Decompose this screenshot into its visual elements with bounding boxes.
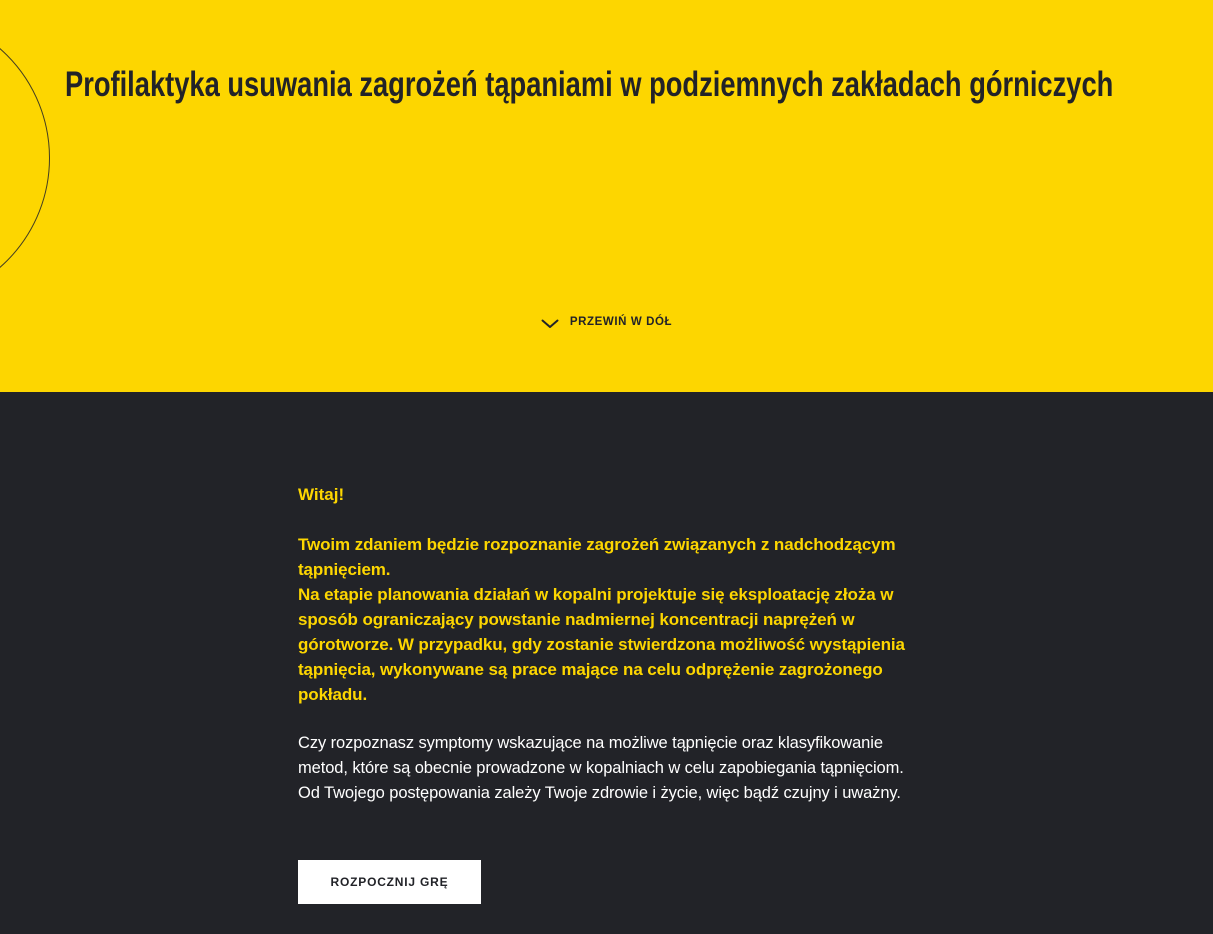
scroll-down-link[interactable] [0,316,1213,328]
body-paragraph: Czy rozpoznasz symptomy wskazujące na możliwe tąpnięcie oraz klasyfikowanie metod, które są obecnie prowadzone w kopalniach w celu zapobiegania tąpnięciom. Od Twojego postępowania zależy Twoje zdrowie i życie, więc bądź czujny i uważny. [298,734,904,802]
start-game-button[interactable]: ROZPOCZNIJ GRĘ [298,860,481,904]
highlight-paragraph [298,532,915,707]
intro-content [298,392,915,904]
page-title: Profilaktyka usuwania zagrożeń tąpaniami w podziemnych zakładach górniczych [65,65,1114,104]
greeting-heading: Witaj! [298,485,345,504]
planning-sentence: Na etapie planowania działań w kopalni projektuje się eksploatację złoża w sposób ograniczający powstanie nadmiernej koncentracji naprężeń w górotworze. W przypadku, gdy zostanie stwierdzona możliwość wystąpienia tąpnięcia, wykonywane są prace mające na celu odprężenie zagrożonego pokładu. [298,585,905,704]
chevron-down-icon [541,317,559,327]
hero-section [0,0,1213,392]
intro-section [0,392,1213,934]
decorative-circle-outline [0,12,50,304]
scroll-down-label: PRZEWIŃ W DÓŁ [569,316,673,328]
task-sentence: Twoim zdaniem będzie rozpoznanie zagrożeń związanych z nadchodzącym tąpnięciem. [298,535,896,579]
